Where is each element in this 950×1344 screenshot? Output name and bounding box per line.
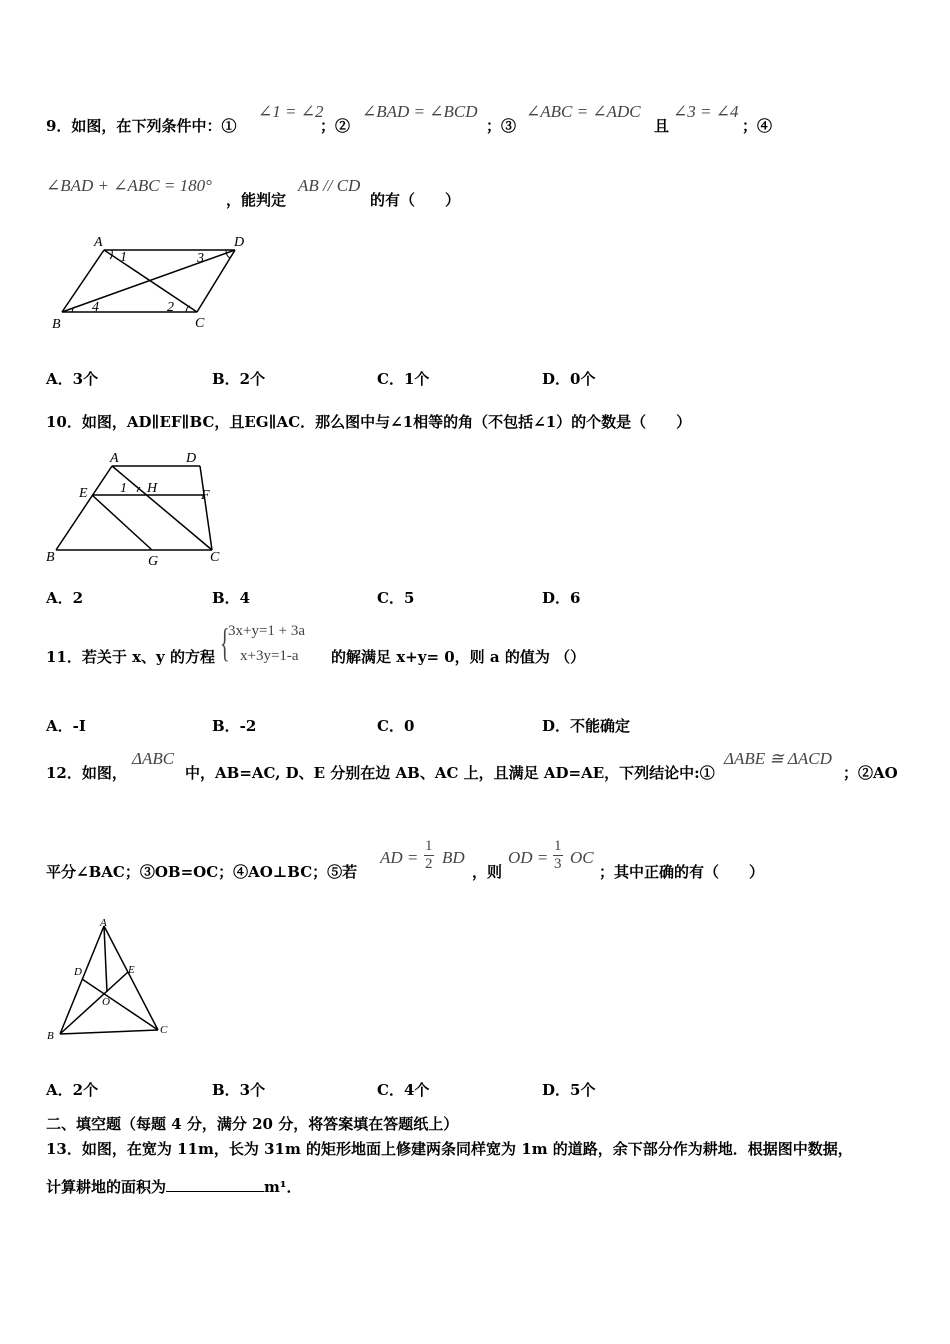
q10-label-A: A: [110, 451, 119, 466]
q11-brace: {: [220, 620, 230, 665]
q12-line2-prefix: 平分∠BAC；③OB=OC；④AO⊥BC；⑤若: [46, 863, 358, 881]
q12-label-E: E: [128, 964, 135, 976]
q9-cond3: ∠ABC = ∠ADC: [526, 102, 641, 121]
q10-option-a[interactable]: A．2: [46, 589, 84, 607]
q9-and: 且: [654, 117, 670, 135]
q12-label-A: A: [100, 917, 107, 929]
q13-unit: m¹．: [264, 1178, 302, 1196]
q11-suffix: 的解满足 x+y= 0，则 a 的值为 （）: [331, 648, 586, 666]
q11-option-a[interactable]: A．-I: [46, 717, 86, 735]
q9-cond4: ∠BAD + ∠ABC = 180°: [46, 176, 212, 195]
q9-angle-3: 3: [197, 251, 204, 266]
q12-option-b[interactable]: B．3个: [212, 1081, 266, 1099]
q9-sep1: ；②: [320, 117, 351, 135]
q9-figure-parallelogram: [46, 228, 256, 334]
q9-option-b[interactable]: B．2个: [212, 370, 266, 388]
q12-fraction-third-den: 3: [554, 856, 562, 872]
q10-label-B: B: [46, 550, 55, 565]
q12-fraction-half-num: 1: [425, 838, 433, 854]
q12-od: OD =: [508, 848, 549, 867]
q12-option-c[interactable]: C．4个: [377, 1081, 430, 1099]
q9-label-C: C: [195, 316, 205, 331]
q10-option-d[interactable]: D．6: [542, 589, 581, 607]
q12-ad: AD =: [380, 848, 419, 867]
q9-angle-1: 1: [120, 250, 127, 265]
q12-fraction-third-num: 1: [554, 838, 562, 854]
q12-label-C: C: [160, 1024, 168, 1036]
section2-heading: 二、填空题（每题 4 分，满分 20 分，将答案填在答题纸上）: [46, 1115, 459, 1133]
q10-label-E: E: [79, 486, 88, 501]
q12-fraction-third: [553, 838, 563, 873]
q12-then: ，则: [472, 863, 503, 881]
q11-eq1: 3x+y=1 + 3a: [228, 623, 306, 639]
q11-option-c[interactable]: C．0: [377, 717, 415, 735]
q13-line2-prefix: 计算耕地的面积为: [46, 1178, 167, 1196]
q10-label-C: C: [210, 550, 220, 565]
q12-tail1: ；②AO: [843, 764, 898, 782]
q9-sep3: ；④: [742, 117, 773, 135]
q9-label-A: A: [94, 235, 103, 250]
q12-option-a[interactable]: A．2个: [46, 1081, 99, 1099]
q12-fraction-half: [424, 838, 434, 873]
q9-label-B: B: [52, 317, 61, 332]
q13-line1: 13．如图，在宽为 11m，长为 31m 的矩形地面上修建两条同样宽为 1m 的道路，余下部分作为耕地．根据图中数据，: [46, 1140, 853, 1158]
q9-line1-prefix: 9．如图，在下列条件中：①: [46, 117, 237, 135]
q12-bd: BD: [442, 848, 465, 867]
q9-cond3b: ∠3 = ∠4: [673, 102, 739, 121]
q12-fraction-half-den: 2: [425, 856, 433, 872]
q10-angle-1: 1: [120, 481, 127, 496]
q9-sep2: ；③: [486, 117, 517, 135]
q9-option-c[interactable]: C．1个: [377, 370, 430, 388]
q10-label-H: H: [147, 481, 158, 496]
q11-eq2: x+3y=1-a: [240, 648, 299, 664]
q12-line2-suffix: ；其中正确的有（ ）: [599, 863, 765, 881]
q12-label-O: O: [102, 996, 110, 1008]
q11-option-d[interactable]: D．不能确定: [542, 717, 631, 735]
q11-prefix: 11．若关于 x、y 的方程: [46, 648, 215, 666]
q10-label-D: D: [186, 451, 197, 466]
q10-option-c[interactable]: C．5: [377, 589, 415, 607]
q12-triangle: ΔABC: [132, 749, 175, 768]
q13-line2: [46, 1177, 301, 1197]
q9-label-D: D: [234, 235, 245, 250]
q9-option-d[interactable]: D．0个: [542, 370, 596, 388]
q10-option-b[interactable]: B．4: [212, 589, 251, 607]
q10-label-F: F: [201, 488, 210, 503]
q9-mid: ，能判定: [226, 191, 287, 209]
q12-label-D: D: [74, 966, 82, 978]
q10-text: 10．如图，AD∥EF∥BC，且EG∥AC．那么图中与∠1相等的角（不包括∠1）的个数是（ ）: [46, 413, 692, 431]
q12-prefix: 12．如图，: [46, 764, 127, 782]
q12-option-d[interactable]: D．5个: [542, 1081, 596, 1099]
q9-parallel: AB // CD: [298, 176, 361, 195]
q10-label-G: G: [148, 554, 159, 569]
q9-suffix: 的有（ ）: [370, 191, 461, 209]
q9-angle-4: 4: [92, 300, 99, 315]
q12-mid: 中，AB=AC, D、E 分别在边 AB、AC 上，且满足 AD=AE，下列结论中:①: [185, 764, 715, 782]
q12-oc: OC: [570, 848, 594, 867]
q9-cond2: ∠BAD = ∠BCD: [362, 102, 478, 121]
q12-label-B: B: [47, 1030, 54, 1042]
q10-figure-trapezoid: [44, 446, 234, 570]
q11-option-b[interactable]: B．-2: [212, 717, 257, 735]
q12-congruent: ΔABE ≅ ΔACD: [724, 749, 832, 768]
q13-answer-blank[interactable]: [166, 1177, 264, 1192]
q9-option-a[interactable]: A．3个: [46, 370, 99, 388]
q9-angle-2: 2: [167, 300, 174, 315]
q9-cond1: ∠1 = ∠2: [258, 102, 324, 121]
q12-figure-triangle: [44, 916, 180, 1044]
